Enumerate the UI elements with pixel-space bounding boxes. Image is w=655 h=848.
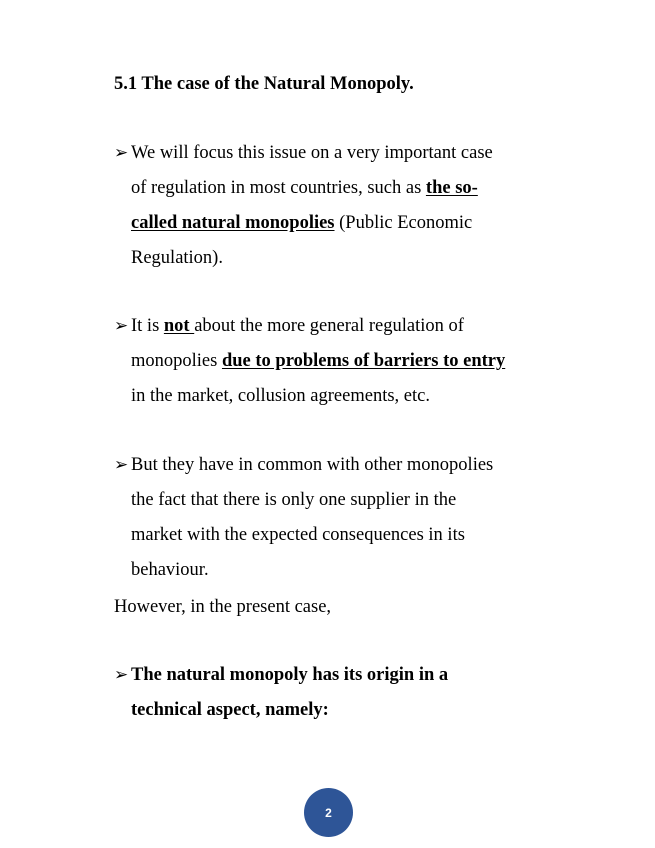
bullet-item-3 bbox=[114, 448, 554, 588]
text-run: of regulation in most countries, such as bbox=[131, 178, 426, 198]
emphasis-text: not bbox=[163, 316, 195, 336]
bullet-line: behaviour. bbox=[131, 560, 209, 580]
bullet-item-4 bbox=[114, 658, 554, 728]
bullet-text bbox=[131, 658, 554, 728]
bullet-line bbox=[131, 206, 554, 241]
bullet-text bbox=[131, 448, 554, 588]
bullet-line: technical aspect, namely: bbox=[131, 700, 329, 720]
text-run: about the more general regulation of bbox=[194, 316, 464, 336]
text-run: It is bbox=[131, 316, 164, 336]
text-run: monopolies bbox=[131, 351, 222, 371]
emphasis-text: called natural monopolies bbox=[131, 213, 335, 233]
arrow-bullet-icon: ➢ bbox=[114, 665, 129, 685]
section-heading: 5.1 The case of the Natural Monopoly. bbox=[114, 74, 414, 94]
bullet-line: We will focus this issue on a very important case bbox=[131, 143, 493, 163]
bullet-line: the fact that there is only one supplier in the bbox=[131, 490, 457, 510]
page-number-badge: 2 bbox=[304, 788, 353, 837]
emphasis-text: due to problems of barriers to entry bbox=[221, 351, 506, 371]
bullet-line: But they have in common with other monopolies bbox=[131, 455, 494, 475]
bullet-text bbox=[131, 136, 554, 276]
bullet-line bbox=[131, 344, 554, 379]
bullet-line bbox=[131, 309, 554, 344]
bullet-item-1 bbox=[114, 136, 554, 276]
text-run: (Public Economic bbox=[334, 213, 473, 233]
bullet-line: Regulation). bbox=[131, 248, 223, 268]
paragraph-text: However, in the present case, bbox=[114, 597, 332, 617]
bullet-line: in the market, collusion agreements, etc. bbox=[131, 386, 430, 406]
bullet-item-2 bbox=[114, 309, 554, 414]
arrow-bullet-icon: ➢ bbox=[114, 316, 129, 336]
bullet-text bbox=[131, 309, 554, 414]
bullet-line: market with the expected consequences in its bbox=[131, 525, 465, 545]
bullet-line bbox=[131, 171, 554, 206]
arrow-bullet-icon: ➢ bbox=[114, 143, 129, 163]
arrow-bullet-icon: ➢ bbox=[114, 455, 129, 475]
emphasis-text: the so- bbox=[425, 178, 478, 198]
bullet-line: The natural monopoly has its origin in a bbox=[131, 665, 449, 685]
